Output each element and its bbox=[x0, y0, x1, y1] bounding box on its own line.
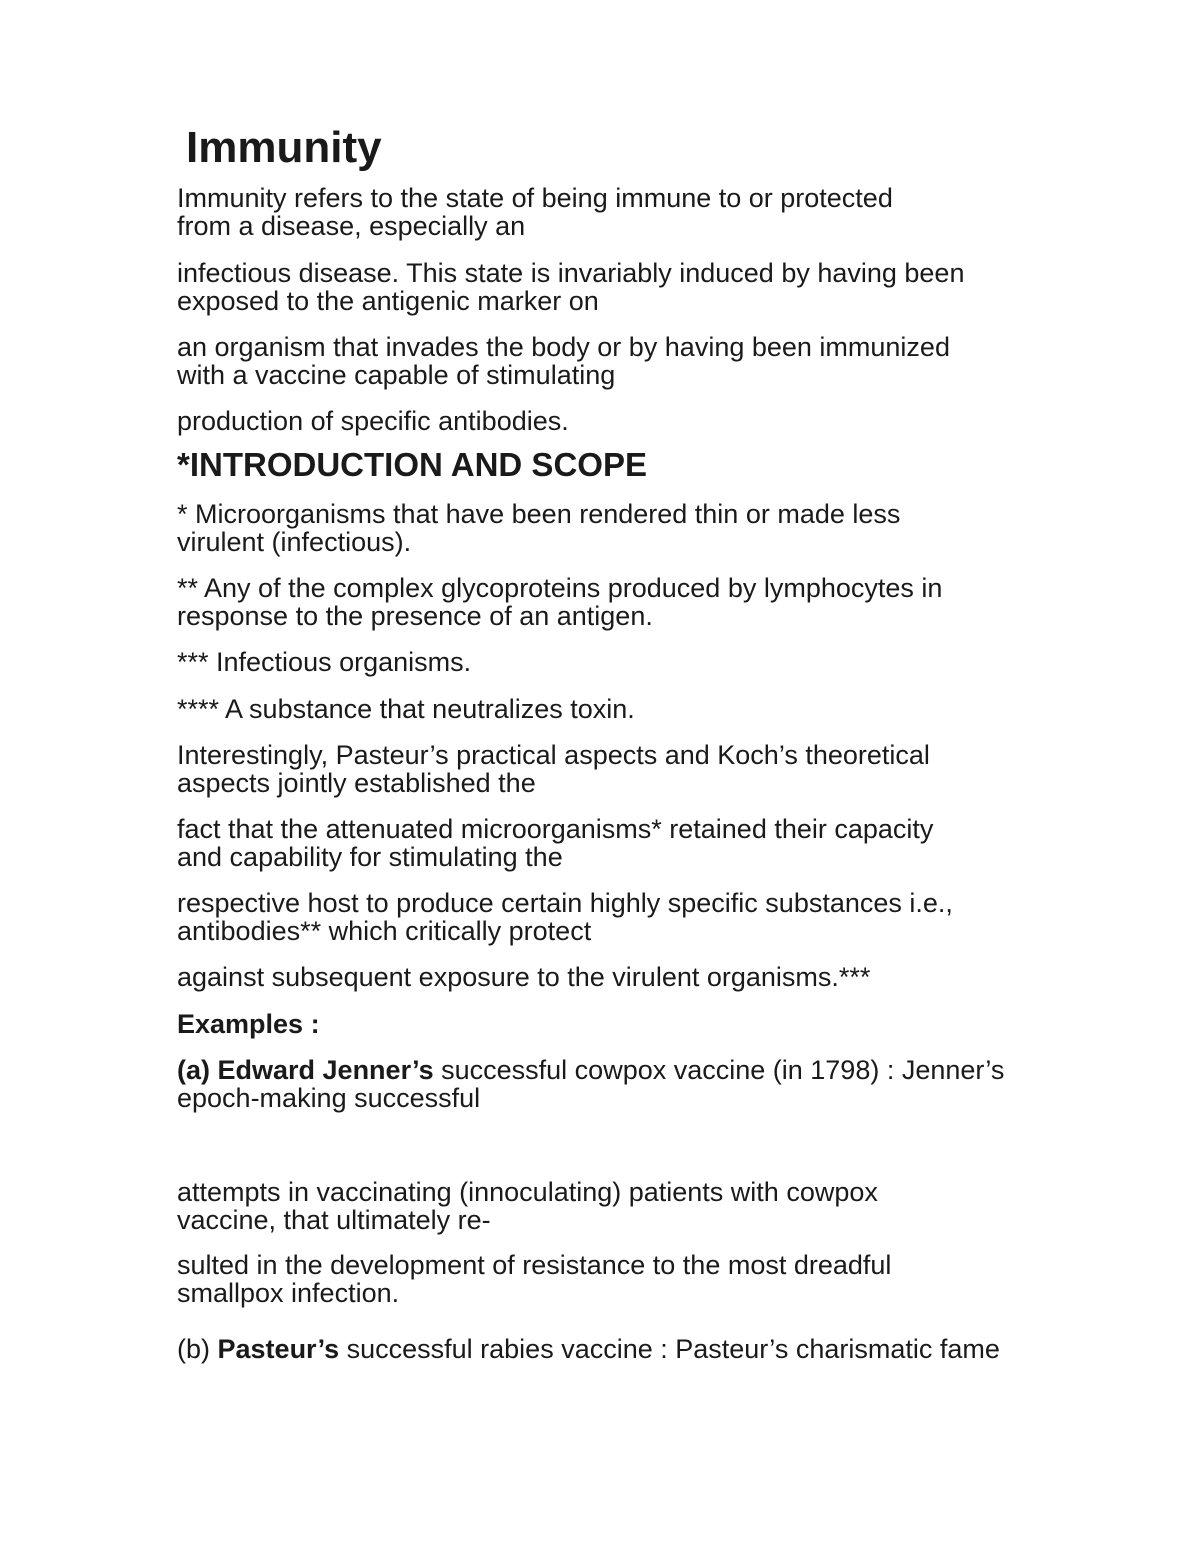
text-line: aspects jointly established the bbox=[177, 768, 536, 798]
text-line: exposed to the antigenic marker on bbox=[177, 286, 599, 316]
text-line: ** Any of the complex glycoproteins produced by lymphocytes in bbox=[177, 573, 943, 603]
text-line: attempts in vaccinating (innoculating) patients with cowpox bbox=[177, 1177, 878, 1207]
example-b-marker: (b) bbox=[177, 1334, 210, 1364]
example-a-name: Edward Jenner’s bbox=[217, 1055, 434, 1085]
text-line: against subsequent exposure to the virulent organisms.*** bbox=[177, 962, 871, 992]
text-line: an organism that invades the body or by having been immunized bbox=[177, 332, 950, 362]
text-line: **** A substance that neutralizes toxin. bbox=[177, 694, 635, 724]
examples-label: Examples : bbox=[177, 1009, 320, 1039]
text-line: vaccine, that ultimately re- bbox=[177, 1205, 491, 1235]
footnote bbox=[177, 648, 471, 676]
text-line: *** Infectious organisms. bbox=[177, 647, 472, 677]
body-paragraph bbox=[177, 741, 930, 797]
example-a-marker: (a) bbox=[177, 1055, 210, 1085]
body-paragraph bbox=[177, 889, 953, 945]
text-line: smallpox infection. bbox=[177, 1278, 400, 1308]
text-line: from a disease, especially an bbox=[177, 211, 526, 241]
body-paragraph bbox=[177, 963, 870, 991]
text-line: antibodies** which critically protect bbox=[177, 916, 592, 946]
text-line: infectious disease. This state is invariably induced by having been bbox=[177, 258, 965, 288]
text-line: * Microorganisms that have been rendered thin or made less bbox=[177, 499, 901, 529]
text-line: with a vaccine capable of stimulating bbox=[177, 360, 616, 390]
example-a-continuation bbox=[177, 1251, 891, 1307]
intro-paragraph bbox=[177, 184, 893, 240]
example-b-name: Pasteur’s bbox=[217, 1334, 340, 1364]
example-a-text: successful cowpox vaccine (in 1798) : Jenner’s bbox=[441, 1055, 1005, 1085]
text-line: Immunity refers to the state of being immune to or protected bbox=[177, 183, 893, 213]
example-b-text: successful rabies vaccine : Pasteur’s charismatic fame bbox=[346, 1334, 1000, 1364]
text-line: virulent (infectious). bbox=[177, 527, 412, 557]
text-line: fact that the attenuated microorganisms* retained their capacity bbox=[177, 814, 934, 844]
text-line: response to the presence of an antigen. bbox=[177, 601, 653, 631]
footnote bbox=[177, 574, 942, 630]
section-heading: *INTRODUCTION AND SCOPE bbox=[177, 446, 647, 483]
footnote bbox=[177, 500, 900, 556]
example-a-continuation bbox=[177, 1178, 878, 1234]
document-title: Immunity bbox=[186, 123, 382, 172]
intro-paragraph bbox=[177, 333, 950, 389]
text-line bbox=[177, 1335, 1000, 1363]
example-a bbox=[177, 1056, 1004, 1112]
text-line: respective host to produce certain highly specific substances i.e., bbox=[177, 888, 953, 918]
text-line: sulted in the development of resistance to the most dreadful bbox=[177, 1250, 892, 1280]
example-b bbox=[177, 1335, 1000, 1363]
footnote bbox=[177, 695, 635, 723]
text-line: and capability for stimulating the bbox=[177, 842, 563, 872]
text-line: epoch-making successful bbox=[177, 1083, 481, 1113]
intro-paragraph bbox=[177, 259, 964, 315]
text-line: Interestingly, Pasteur’s practical aspects and Koch’s theoretical bbox=[177, 740, 930, 770]
body-paragraph bbox=[177, 815, 933, 871]
text-line: production of specific antibodies. bbox=[177, 406, 569, 436]
text-line bbox=[177, 1056, 1004, 1084]
intro-paragraph bbox=[177, 407, 569, 435]
